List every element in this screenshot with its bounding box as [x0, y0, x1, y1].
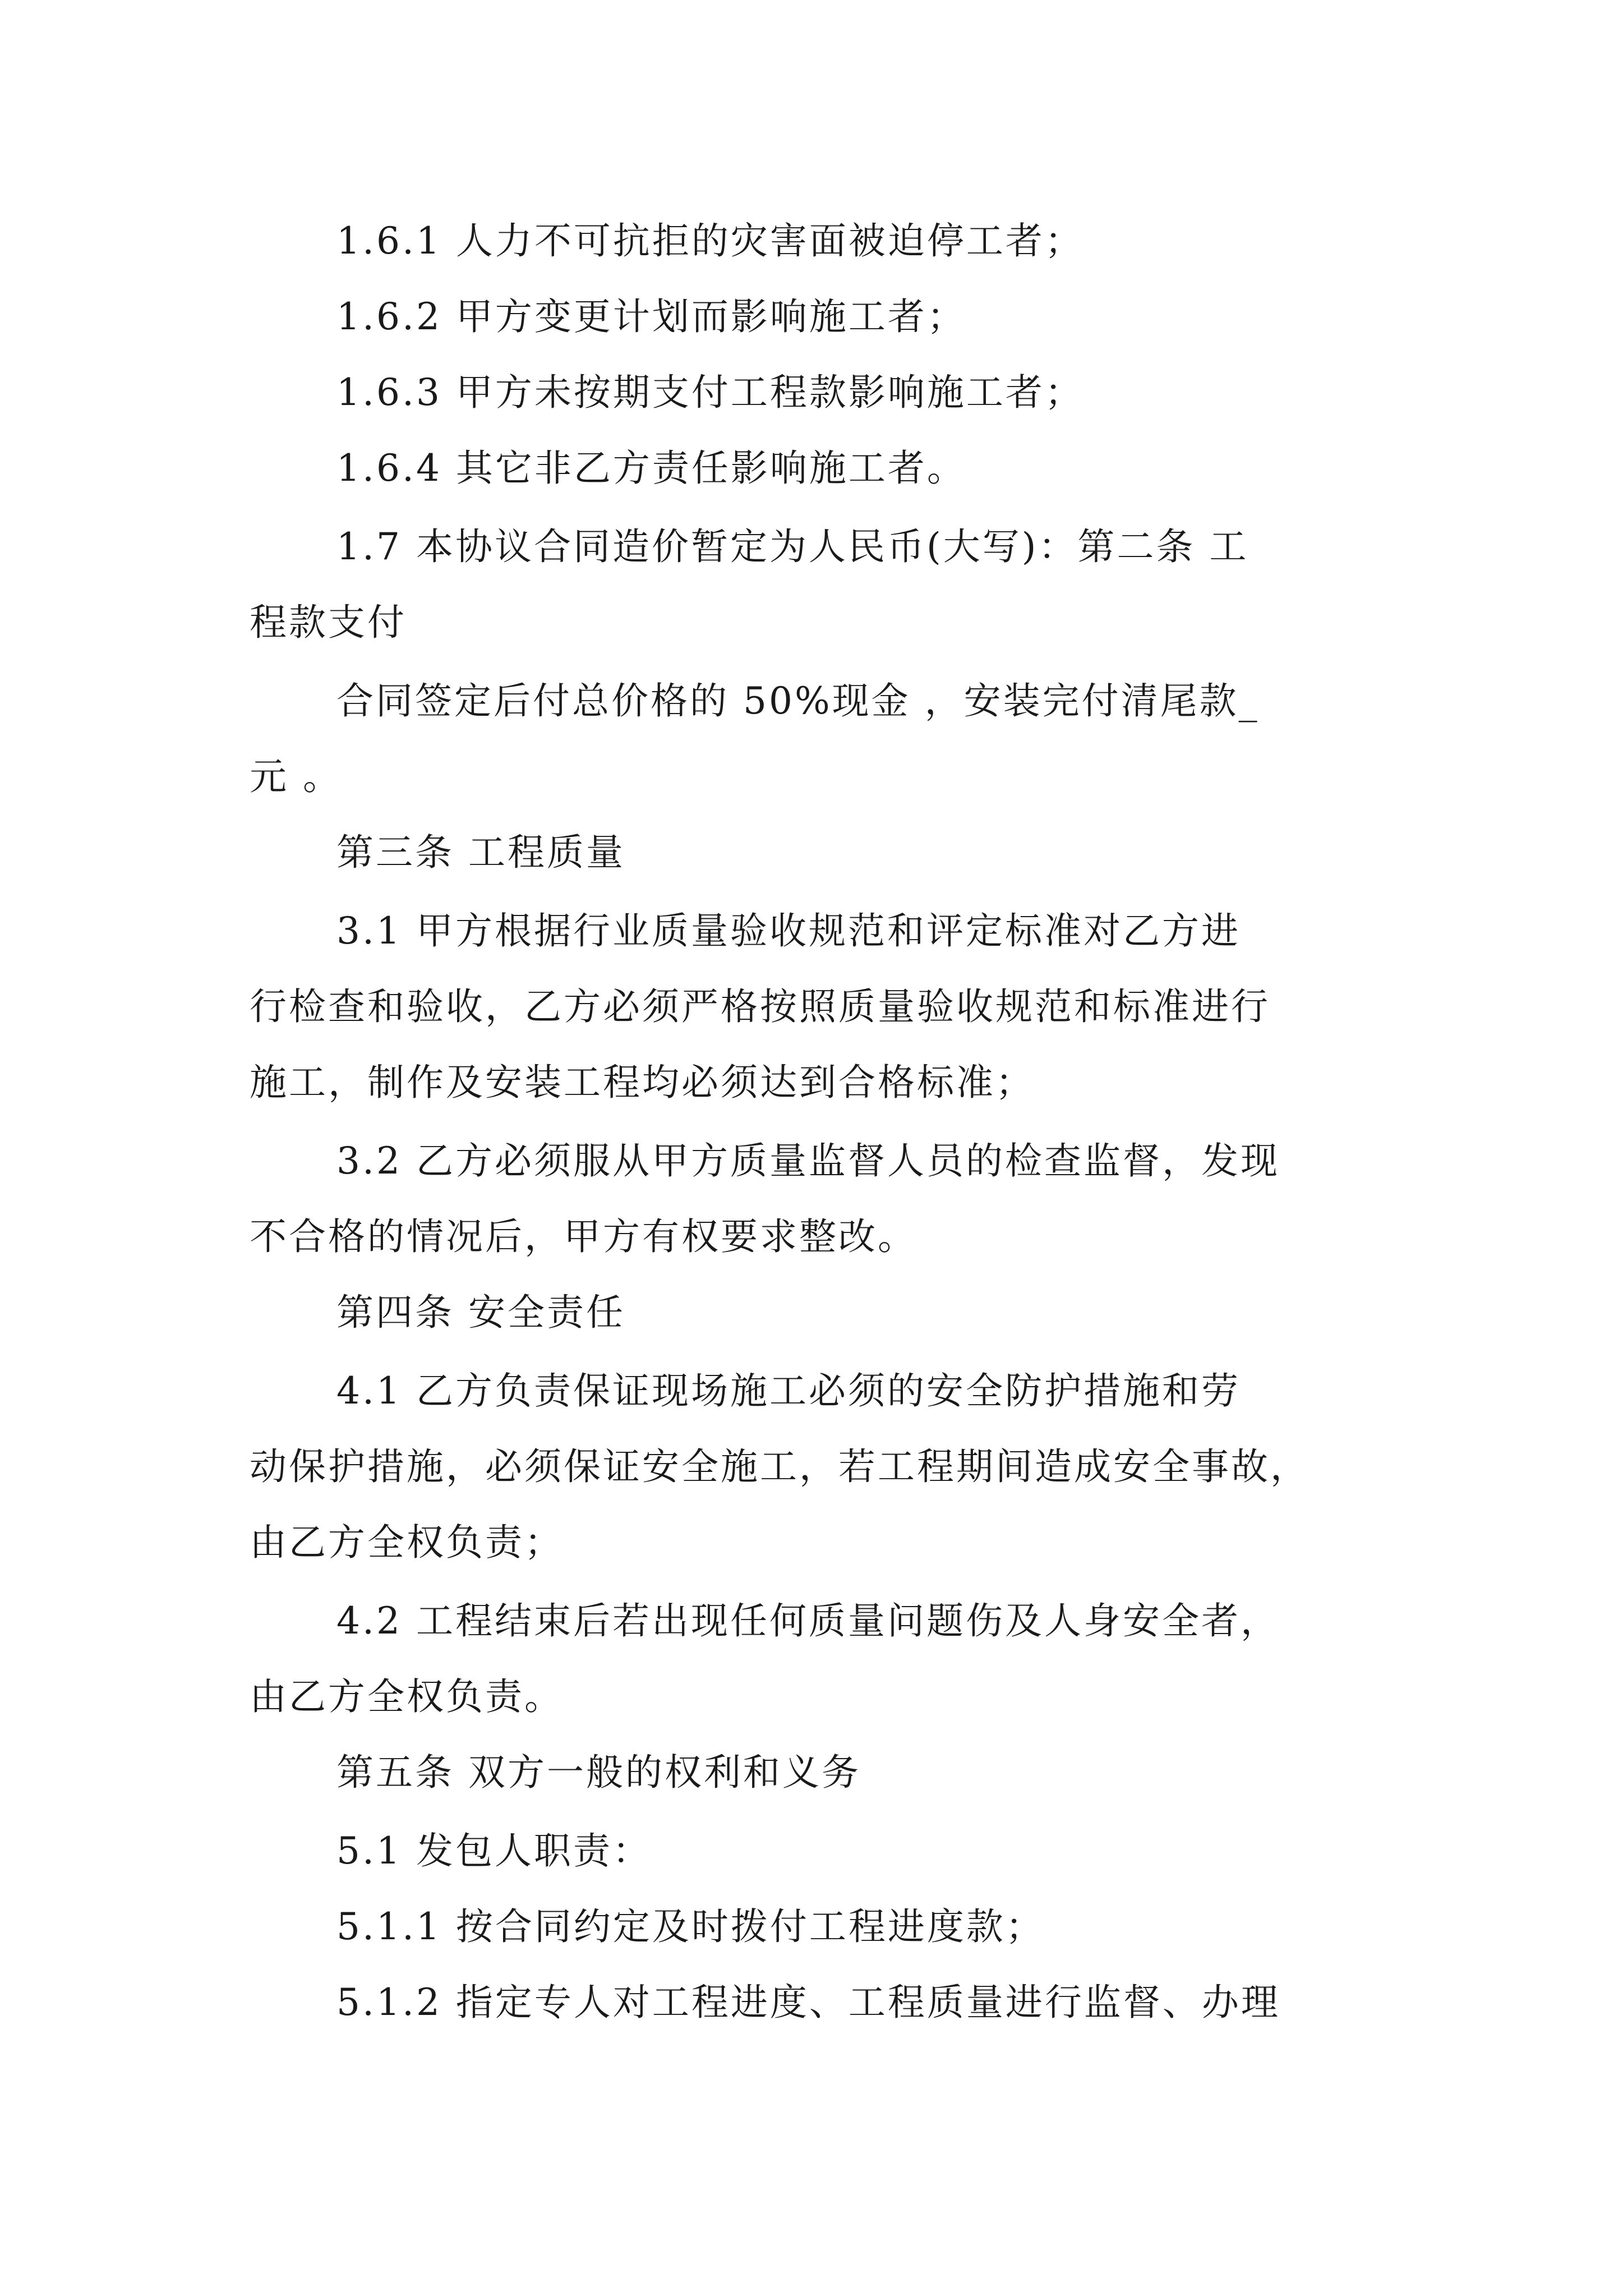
text-line: 3.2 乙方必须服从甲方质量监督人员的检查监督，发现: [336, 1139, 1280, 1182]
section-heading: 第四条 安全责任: [336, 1291, 625, 1334]
text-line: 施工，制作及安装工程均必须达到合格标准；: [250, 1061, 1035, 1104]
text-line: 5.1.2 指定专人对工程进度、工程质量进行监督、办理: [336, 1981, 1280, 2024]
text-line: 4.1 乙方负责保证现场施工必须的安全防护措施和劳: [336, 1369, 1241, 1412]
text-line: 4.2 工程结束后若出现任何质量问题伤及人身安全者，: [336, 1599, 1280, 1642]
section-heading: 第三条 工程质量: [336, 831, 625, 874]
text-line: 1.7 本协议合同造价暂定为人民币(大写)：第二条 工: [336, 525, 1249, 568]
text-line: 1.6.4 其它非乙方责任影响施工者。: [336, 447, 966, 490]
text-line: 由乙方全权负责；: [250, 1521, 564, 1564]
text-line: 1.6.2 甲方变更计划而影响施工者；: [336, 295, 966, 338]
section-heading: 第五条 双方一般的权利和义务: [336, 1751, 861, 1794]
text-line: 程款支付: [250, 601, 407, 644]
text-line: 元 。: [250, 755, 342, 798]
text-line: 合同签定后付总价格的 50%现金 ，安装完付清尾款_: [336, 679, 1260, 723]
text-line: 5.1.1 按合同约定及时拨付工程进度款；: [336, 1905, 1045, 1948]
text-line: 1.6.3 甲方未按期支付工程款影响施工者；: [336, 371, 1084, 414]
text-line: 行检查和验收，乙方必须严格按照质量验收规范和标准进行: [250, 985, 1270, 1028]
text-line: 动保护措施，必须保证安全施工，若工程期间造成安全事故，: [250, 1445, 1310, 1488]
text-line: 3.1 甲方根据行业质量验收规范和评定标准对乙方进: [336, 909, 1241, 953]
text-line: 5.1 发包人职责：: [336, 1829, 652, 1872]
text-line: 不合格的情况后，甲方有权要求整改。: [250, 1215, 917, 1258]
text-line: 由乙方全权负责。: [250, 1675, 564, 1718]
text-line: 1.6.1 人力不可抗拒的灾害面被迫停工者；: [336, 219, 1084, 263]
